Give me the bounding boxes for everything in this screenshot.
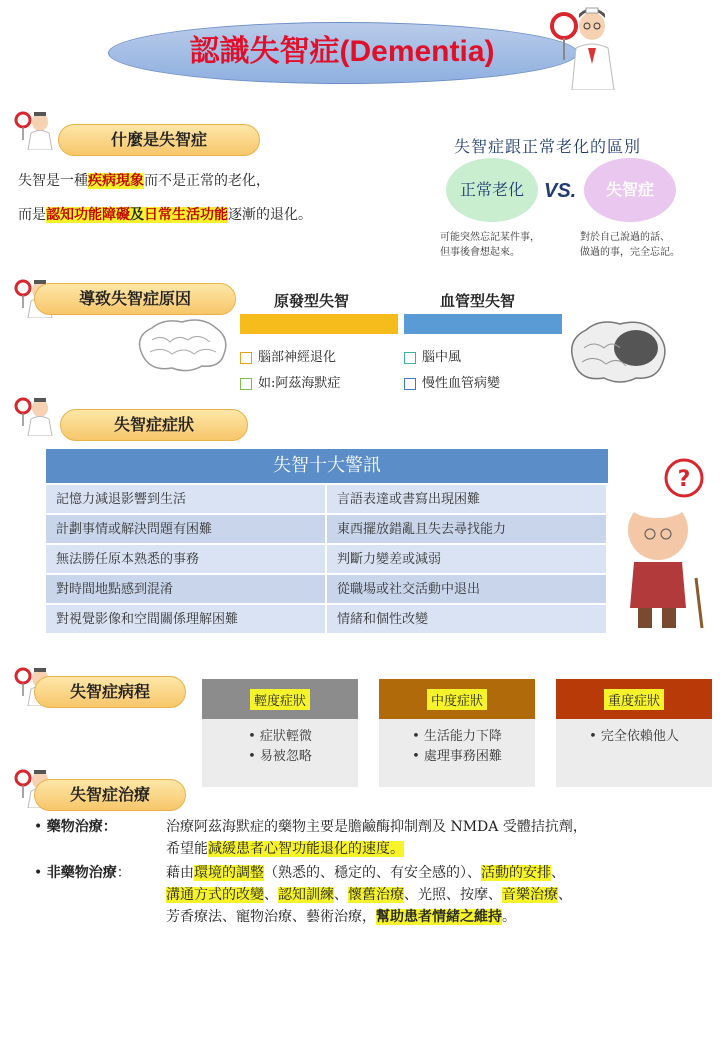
stage-severe: 重度症狀 • 完全依賴他人 — [556, 679, 712, 787]
section-symptoms-heading: 失智症症狀 — [60, 409, 248, 441]
primary-item-1: 腦部神經退化 — [240, 346, 336, 365]
table-row: 無法勝任原本熟悉的事務 判斷力變差或減弱 — [46, 543, 608, 573]
vascular-item-1: 腦中風 — [404, 346, 461, 365]
table-row: 對視覺影像和空間關係理解困難 情緒和個性改變 — [46, 603, 608, 633]
section-treatment-heading: 失智症治療 — [34, 779, 186, 811]
section-causes-heading: 導致失智症原因 — [34, 283, 236, 315]
damaged-brain-icon — [566, 318, 670, 388]
table-row: 對時間地點感到混淆 從職場或社交活動中退出 — [46, 573, 608, 603]
checkbox-icon — [240, 378, 252, 390]
checkbox-icon — [240, 352, 252, 364]
doctor-icon — [14, 108, 56, 150]
definition-line-1: 失智是一種疾病現象而不是正常的老化， — [18, 173, 270, 189]
doctor-icon — [548, 4, 624, 90]
vs-label: VS. — [544, 180, 577, 202]
doctor-icon — [14, 394, 56, 436]
vascular-bar — [404, 314, 562, 334]
brain-icon — [132, 316, 232, 376]
section-what-heading: 什麼是失智症 — [58, 124, 260, 156]
normal-aging-note: 可能突然忘記某件事， 但事後會想起來。 — [440, 232, 540, 258]
table-row: 計劃事情或解決問題有困難 東西擺放錯亂且失去尋找能力 — [46, 513, 608, 543]
definition-line-2: 而是認知功能障礙及日常生活功能逐漸的退化。 — [18, 207, 312, 223]
section-course-heading: 失智症病程 — [34, 676, 186, 708]
dementia-note: 對於自己說過的話、 做過的事，完全忘記。 — [580, 232, 680, 258]
checkbox-icon — [404, 352, 416, 364]
question-mark-icon: ? — [677, 467, 691, 492]
stage-mild: 輕度症狀 • 症狀輕微 • 易被忽略 — [202, 679, 358, 787]
stage-moderate: 中度症狀 • 生活能力下降 • 處理事務困難 — [379, 679, 535, 787]
normal-aging-circle: 正常老化 — [446, 158, 538, 222]
non-drug-treatment: • 非藥物治療： 藉由環境的調整（熟悉的、穩定的、有安全感的）、活動的安排、 溝通方式的改變、認知訓練、懷舊治療、光照、按摩、音樂治療、 芳香療法、寵物治療、藝術治療，幫助患者情緒之維持。 — [34, 865, 572, 925]
primary-item-2: 如:阿茲海默症 — [240, 372, 340, 391]
elderly-man-illustration — [620, 458, 716, 632]
checkbox-icon — [404, 378, 416, 390]
drug-treatment: • 藥物治療： 治療阿茲海默症的藥物主要是膽鹼酶抑制劑及 NMDA 受體拮抗劑， 希望能減緩患者心智功能退化的速度。 — [34, 819, 587, 857]
vascular-dementia-title: 血管型失智 — [440, 292, 516, 310]
table-row: 記憶力減退影響到生活 言語表達或書寫出現困難 — [46, 483, 608, 513]
dementia-circle: 失智症 — [584, 158, 676, 222]
primary-bar — [240, 314, 398, 334]
table-title: 失智十大警訊 — [46, 449, 608, 483]
comparison-title: 失智症跟正常老化的區別 — [454, 137, 642, 156]
vascular-item-2: 慢性血管病變 — [404, 372, 500, 391]
primary-dementia-title: 原發型失智 — [274, 292, 350, 310]
warning-signs-table — [46, 449, 608, 633]
page-title: 認識失智症(Dementia) — [189, 35, 495, 68]
